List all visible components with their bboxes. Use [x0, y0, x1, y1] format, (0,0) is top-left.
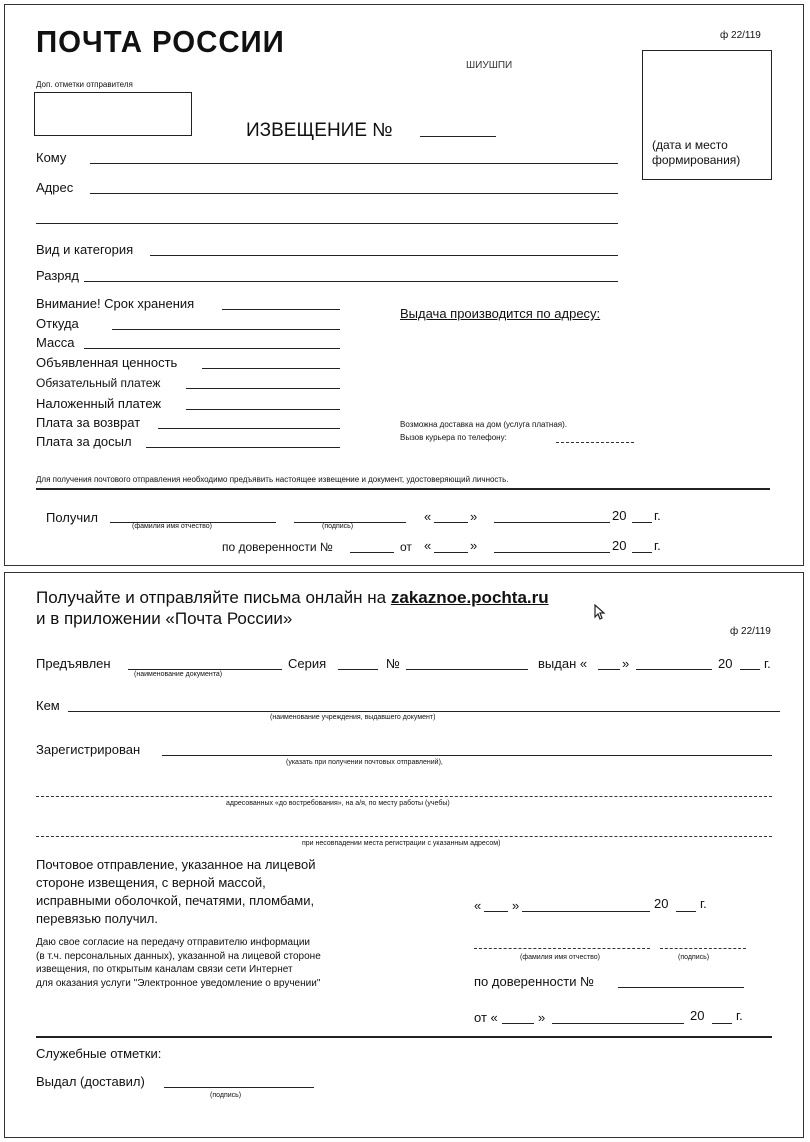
- to-line[interactable]: [90, 163, 618, 164]
- receipt-day-line[interactable]: [484, 911, 508, 912]
- mandatory-payment-line[interactable]: [186, 388, 340, 389]
- back-proxy-line[interactable]: [618, 987, 744, 988]
- receipt-quote-open: «: [474, 898, 482, 913]
- addressed-caption: адресованных «до востребования», на а/я, по месту работы (учебы): [226, 800, 450, 807]
- issued-label: выдан «: [538, 656, 588, 671]
- presented-doc-line[interactable]: [128, 669, 282, 670]
- home-delivery-note: Возможна доставка на дом (услуга платная).: [400, 420, 568, 429]
- back-from-year-line[interactable]: [712, 1023, 732, 1024]
- storage-label: Внимание! Срок хранения: [36, 296, 195, 311]
- mass-label: Масса: [36, 335, 75, 350]
- receipt-year-20: 20: [654, 896, 669, 911]
- notice-title: ИЗВЕЩЕНИЕ №: [246, 120, 393, 141]
- back-from-label: от «: [474, 1010, 498, 1025]
- date-place-label: (дата и место формирования): [652, 138, 741, 167]
- issued-by-line[interactable]: [164, 1087, 314, 1088]
- received-month-line[interactable]: [494, 522, 610, 523]
- received-year-line[interactable]: [632, 522, 652, 523]
- proxy-year-g: г.: [654, 538, 661, 553]
- registered-line[interactable]: [162, 755, 772, 756]
- mass-line[interactable]: [84, 348, 340, 349]
- back-from-day-line[interactable]: [502, 1023, 534, 1024]
- consent-sign-line[interactable]: [660, 948, 746, 949]
- back-from-year-g: г.: [736, 1008, 743, 1023]
- form-code: ф 22/119: [720, 30, 761, 41]
- rank-label: Разряд: [36, 268, 79, 283]
- forward-fee-line[interactable]: [146, 447, 340, 448]
- address-line-2[interactable]: [36, 223, 618, 224]
- receipt-text: Почтовое отправление, указанное на лицевой стороне извещения, с верной массой, исправными оболочкой, печатями, пломбами, перевязью получил.: [36, 857, 316, 926]
- forward-fee-label: Плата за досыл: [36, 434, 132, 449]
- sender-marks-label: Доп. отметки отправителя: [36, 80, 133, 89]
- return-fee-label: Плата за возврат: [36, 415, 141, 430]
- delivery-address-label: Выдача производится по адресу:: [400, 306, 601, 321]
- notice-number-line: [420, 136, 496, 137]
- mandatory-payment-label: Обязательный платеж: [36, 376, 161, 390]
- issued-day-line[interactable]: [598, 669, 620, 670]
- sender-marks-box: [34, 92, 192, 136]
- to-label: Кому: [36, 150, 67, 165]
- issued-year-20: 20: [718, 656, 733, 671]
- mismatch-line[interactable]: [36, 836, 772, 837]
- proxy-year-20: 20: [612, 538, 627, 553]
- back-form-code: ф 22/119: [730, 626, 771, 637]
- registered-label: Зарегистрирован: [36, 742, 141, 757]
- by-whom-label: Кем: [36, 698, 60, 713]
- kind-line[interactable]: [150, 255, 618, 256]
- from-label: Откуда: [36, 316, 79, 331]
- registration-caption: (указать при получении почтовых отправлений),: [286, 759, 443, 766]
- fio-caption: (фамилия имя отчество): [132, 523, 212, 530]
- issued-year-g: г.: [764, 656, 771, 671]
- received-label: Получил: [46, 510, 98, 525]
- issued-month-line[interactable]: [636, 669, 712, 670]
- cod-line[interactable]: [186, 409, 340, 410]
- proxy-quote-close: »: [470, 538, 478, 553]
- declared-value-line[interactable]: [202, 368, 340, 369]
- mismatch-caption: при несовпадении места регистрации с указанным адресом): [302, 840, 501, 847]
- sign-caption: (подпись): [322, 523, 354, 530]
- receipt-quote-close: »: [512, 898, 520, 913]
- proxy-quote-open: «: [424, 538, 432, 553]
- doc-no-label: №: [386, 656, 400, 671]
- receipt-month-line[interactable]: [522, 911, 650, 912]
- present-document-note: Для получения почтового отправления необходимо предъявить настоящее извещение и документ, удостоверяющий личность.: [36, 475, 509, 484]
- service-marks-label: Служебные отметки:: [36, 1046, 162, 1061]
- storage-line[interactable]: [222, 309, 340, 310]
- consent-fio-line[interactable]: [474, 948, 650, 949]
- return-fee-line[interactable]: [158, 428, 340, 429]
- issued-by-label: Выдал (доставил): [36, 1074, 145, 1089]
- issued-quote-close: »: [622, 656, 630, 671]
- online-promo-text: Получайте и отправляйте письма онлайн на: [36, 588, 391, 607]
- doc-name-caption: (наименование документа): [134, 671, 223, 678]
- presented-label: Предъявлен: [36, 656, 111, 671]
- received-day-line[interactable]: [434, 522, 468, 523]
- courier-note: Вызов курьера по телефону:: [400, 433, 507, 442]
- cod-label: Наложенный платеж: [36, 396, 162, 411]
- pochta-logo: ПОЧТА РОССИИ: [36, 24, 285, 59]
- online-link[interactable]: zakaznoe.pochta.ru: [390, 588, 549, 607]
- kind-label: Вид и категория: [36, 242, 134, 257]
- address-label: Адрес: [36, 180, 74, 195]
- by-whom-line[interactable]: [68, 711, 780, 712]
- proxy-from-label: от: [400, 540, 412, 554]
- back-from-quote-close: »: [538, 1010, 546, 1025]
- consent-fio-caption: (фамилия имя отчество): [520, 954, 600, 961]
- online-promo-line1: [36, 588, 549, 608]
- year-g: г.: [654, 508, 661, 523]
- back-from-year-20: 20: [690, 1008, 705, 1023]
- issued-year-line[interactable]: [740, 669, 760, 670]
- address-line-1[interactable]: [90, 193, 618, 194]
- barcode-text: ШИУШПИ: [466, 60, 513, 71]
- top-divider: [36, 488, 770, 490]
- proxy-day-line[interactable]: [434, 552, 468, 553]
- date-quote-close: »: [470, 509, 478, 524]
- consent-sign-caption: (подпись): [678, 954, 710, 961]
- series-label: Серия: [288, 656, 327, 671]
- addressed-line[interactable]: [36, 796, 772, 797]
- back-from-month-line[interactable]: [552, 1023, 684, 1024]
- back-proxy-label: по доверенности №: [474, 974, 595, 989]
- series-line[interactable]: [338, 669, 378, 670]
- courier-phone-line[interactable]: [556, 442, 634, 443]
- rank-line[interactable]: [84, 281, 618, 282]
- org-caption: (наименование учреждения, выдавшего документ): [270, 714, 436, 721]
- proxy-year-line[interactable]: [632, 552, 652, 553]
- bottom-divider: [36, 1036, 772, 1038]
- consent-text: Даю свое согласие на передачу отправителю информации (в т.ч. персональных данных), указанной на лицевой стороне извещения, по открытым каналам связи сети Интернет для оказания услуги "Электронное уведомление о вручении": [36, 937, 321, 989]
- issued-by-sign-caption: (подпись): [210, 1092, 242, 1099]
- proxy-label: по доверенности №: [222, 540, 333, 554]
- declared-value-label: Объявленная ценность: [36, 355, 178, 370]
- proxy-month-line[interactable]: [494, 552, 610, 553]
- doc-number-line[interactable]: [406, 669, 528, 670]
- cursor-icon: [594, 604, 606, 620]
- receipt-year-line[interactable]: [676, 911, 696, 912]
- receipt-year-g: г.: [700, 896, 707, 911]
- online-promo-line2: и в приложении «Почта России»: [36, 609, 293, 628]
- proxy-number-line[interactable]: [350, 552, 394, 553]
- from-line[interactable]: [112, 329, 340, 330]
- year-20: 20: [612, 508, 627, 523]
- date-quote-open: «: [424, 509, 432, 524]
